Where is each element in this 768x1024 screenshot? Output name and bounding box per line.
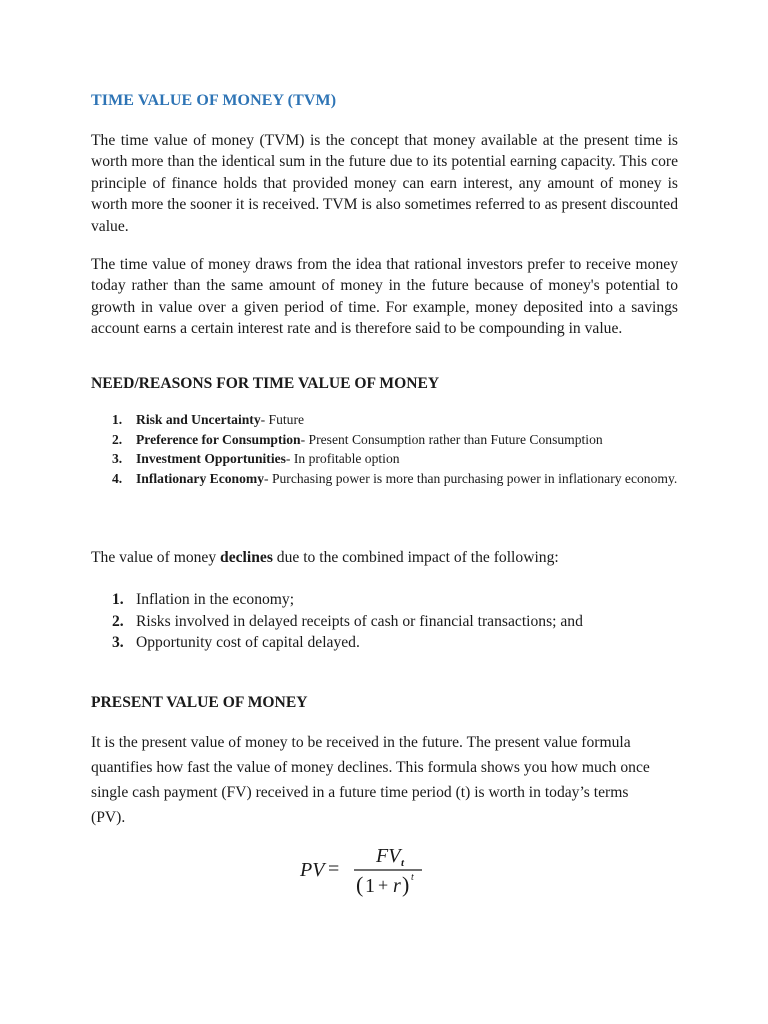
reason-description: - In profitable option	[285, 451, 400, 466]
list-number: 2.	[112, 431, 123, 447]
declines-text-before: The value of money	[91, 549, 221, 566]
list-item	[91, 410, 678, 430]
formula-numerator-subscript: t	[401, 857, 405, 869]
paragraph-tvm-rationale: The time value of money draws from the idea that rational investors prefer to receive money today rather than the same amount of money in the future because of money's potential to growth in value over a given period of time. For example, money deposited into a savings account earns a certain interest rate and is therefore said to be compounding in value.	[91, 256, 678, 338]
declines-bold-word: declines	[220, 549, 273, 566]
reason-term: Preference for Consumption	[136, 431, 301, 447]
present-value-formula	[298, 840, 438, 900]
list-number: 2.	[112, 612, 124, 630]
formula-lhs: PV	[300, 859, 325, 881]
formula-equals: =	[328, 858, 340, 880]
reason-term: Investment Opportunities	[136, 451, 286, 466]
document-title: TIME VALUE OF MONEY (TVM)	[91, 92, 337, 109]
factor-text: Inflation in the economy;	[136, 591, 295, 608]
list-item	[91, 632, 583, 654]
list-number: 1.	[112, 591, 124, 608]
list-item	[91, 469, 678, 489]
formula-denominator-close: )	[402, 872, 410, 897]
reason-description: - Purchasing power is more than purchasing power in inflationary economy.	[264, 470, 678, 486]
formula-denominator-plus: +	[378, 875, 389, 895]
formula-numerator: FV	[376, 845, 401, 867]
reason-description: - Future	[260, 412, 305, 427]
list-number: 1.	[112, 412, 123, 427]
list-number: 3.	[112, 451, 123, 466]
formula-denominator-exponent: t	[411, 872, 414, 883]
decline-factors-list	[91, 589, 583, 654]
paragraph-value-declines	[91, 549, 559, 567]
paragraph-tvm-definition: The time value of money (TVM) is the concept that money available at the present time is worth more than the identical sum in the future due to its potential earning capacity. This core principle of finance holds that provided money can earn interest, any amount of money is worth more the sooner it is received. TVM is also sometimes referred to as present discounted value.	[91, 132, 678, 235]
section-heading-present-value: PRESENT VALUE OF MONEY	[91, 694, 308, 711]
formula-denominator-one: 1	[365, 875, 375, 897]
reason-term: Risk and Uncertainty	[136, 412, 261, 427]
formula-denominator-r: r	[393, 875, 401, 897]
list-item	[91, 449, 678, 469]
list-number: 3.	[112, 634, 124, 651]
list-item	[91, 611, 583, 633]
paragraph-present-value: It is the present value of money to be received in the future. The present value formula quantifies how fast the value of money declines. This formula shows you how much once single cash payment (FV) received in a future time period (t) is worth in today’s terms (PV).	[91, 734, 650, 826]
section-heading-need-reasons: NEED/REASONS FOR TIME VALUE OF MONEY	[91, 375, 440, 392]
formula-denominator-open: (	[356, 872, 364, 897]
list-number: 4.	[112, 470, 123, 486]
declines-text-after: due to the combined impact of the following:	[272, 549, 559, 566]
factor-text: Opportunity cost of capital delayed.	[136, 634, 360, 651]
reasons-list	[91, 410, 678, 488]
list-item	[91, 430, 678, 450]
list-item	[91, 589, 583, 611]
reason-description: - Present Consumption rather than Future Consumption	[300, 431, 603, 447]
factor-text: Risks involved in delayed receipts of cash or financial transactions; and	[136, 612, 583, 630]
reason-term: Inflationary Economy	[136, 470, 265, 486]
